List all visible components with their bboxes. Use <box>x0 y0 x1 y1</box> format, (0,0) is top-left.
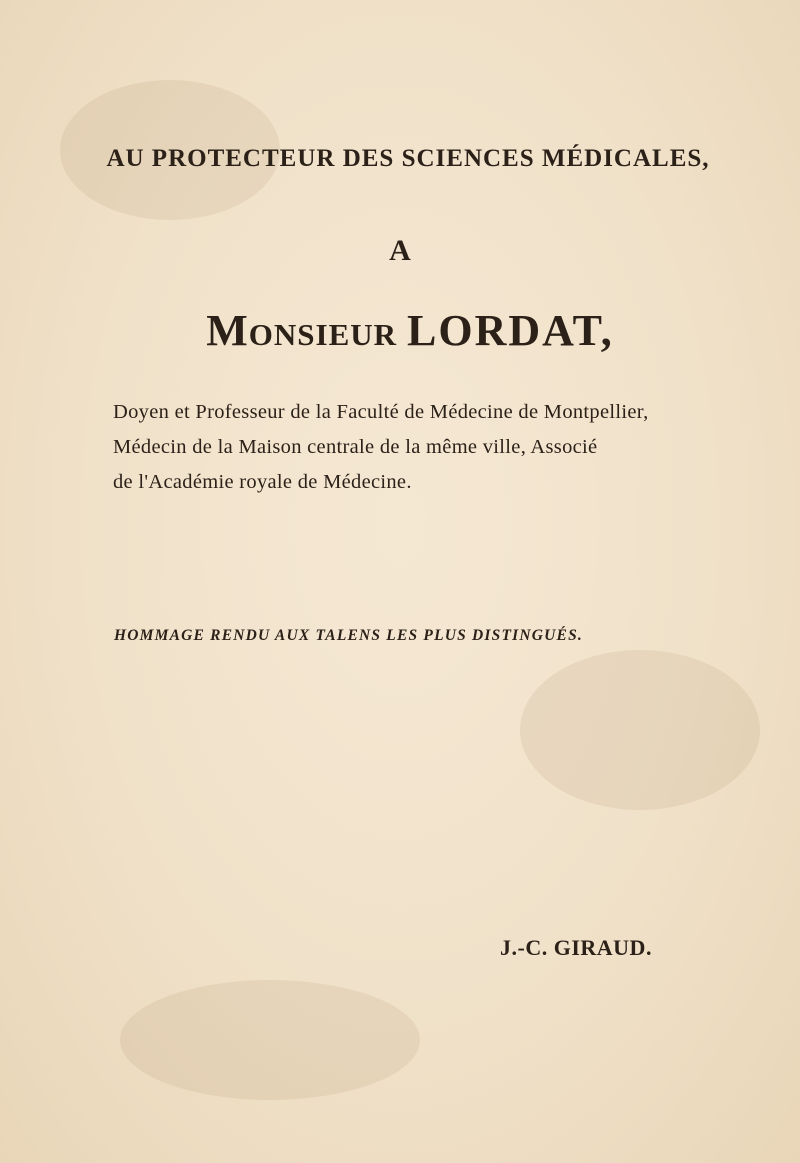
dedication-heading: AU PROTECTEUR DES SCIENCES MÉDICALES, <box>106 145 710 172</box>
honorific: Monsieur <box>206 306 398 355</box>
author-signature: J.-C. GIRAUD. <box>500 935 652 960</box>
homage-line: HOMMAGE RENDU AUX TALENS LES PLUS DISTINGUÉS. <box>114 627 583 644</box>
paper-stain <box>120 980 420 1100</box>
preposition-a: A <box>389 234 411 267</box>
surname: LORDAT, <box>407 306 614 355</box>
addressee-titles <box>113 395 703 500</box>
titles-line-2: Médecin de la Maison centrale de la même ville, Associé <box>113 436 598 458</box>
addressee-name <box>0 305 800 356</box>
titles-line-1: Doyen et Professeur de la Faculté de Médecine de Montpellier, <box>113 401 649 423</box>
paper-stain <box>520 650 760 810</box>
titles-line-3: de l'Académie royale de Médecine. <box>113 471 412 493</box>
